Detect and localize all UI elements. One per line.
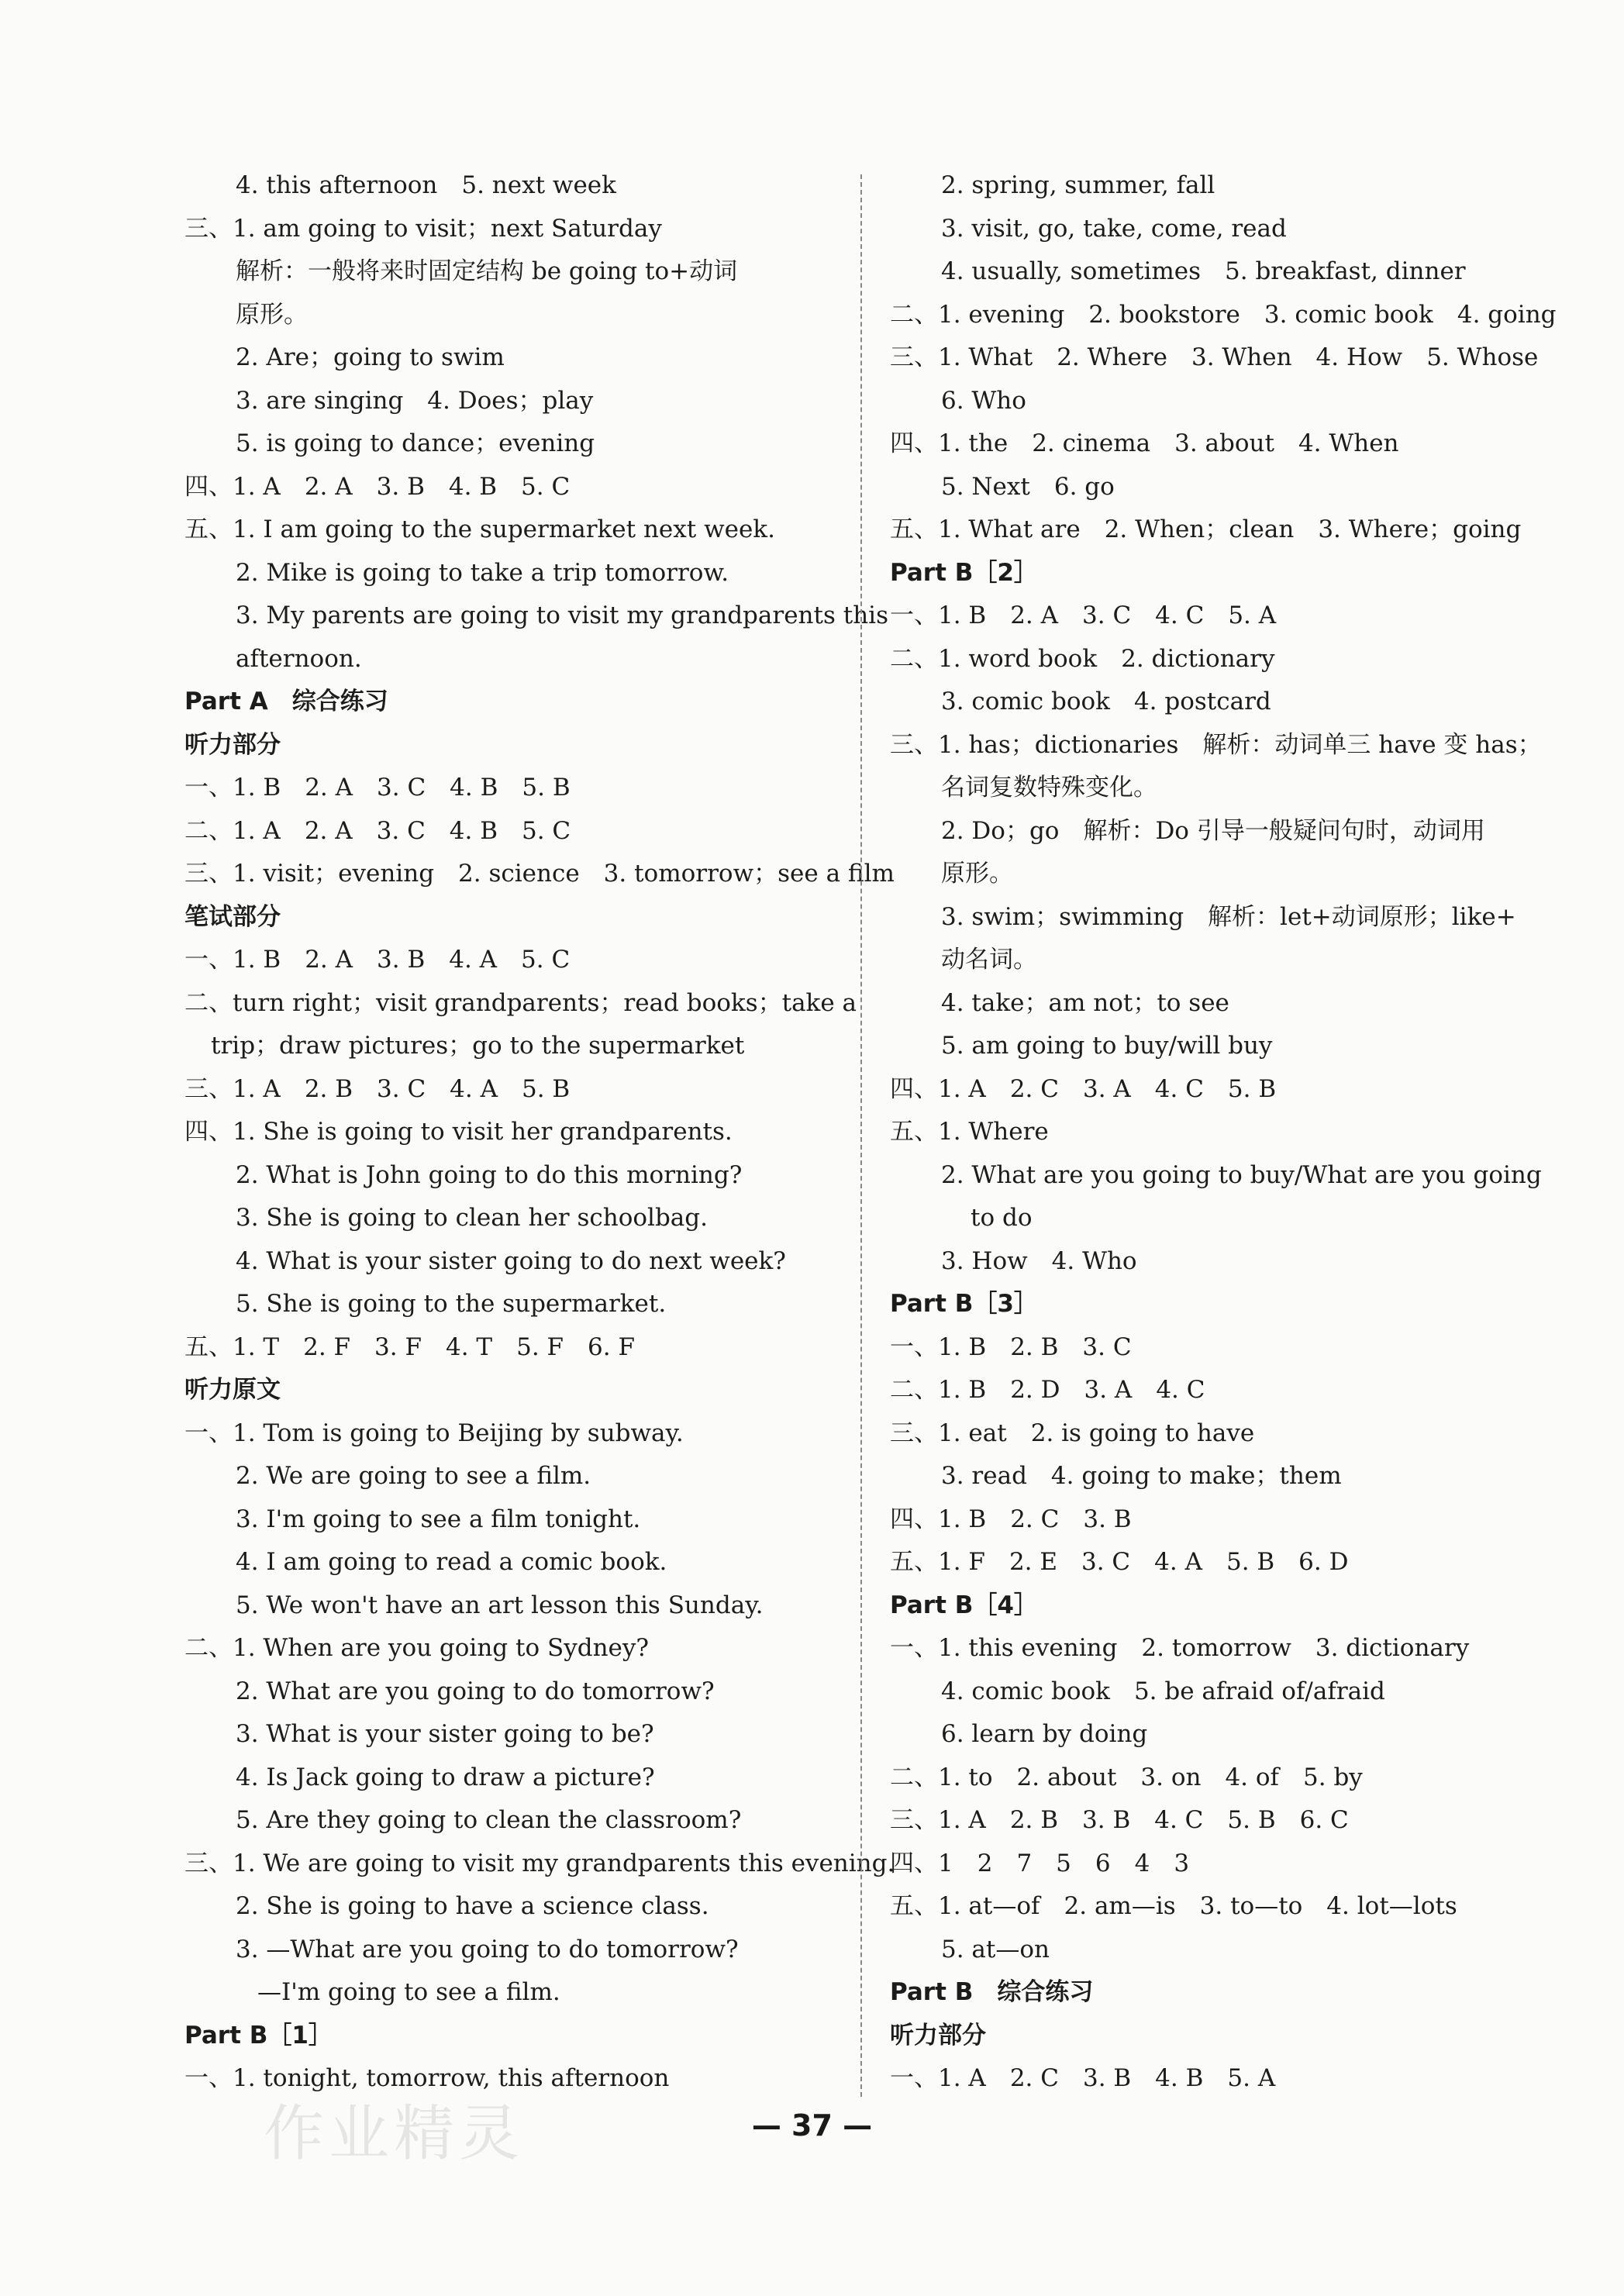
- transcript-line: 2. She is going to have a science class.: [236, 1892, 709, 1920]
- answer-line: 二、1. A 2. A 3. C 4. B 5. C: [184, 816, 571, 845]
- answer-line: 3. My parents are going to visit my grandparents this: [236, 602, 888, 629]
- answer-line: 二、1. to 2. about 3. on 4. of 5. by: [890, 1763, 1363, 1791]
- answer-line: 3. read 4. going to make；them: [941, 1462, 1342, 1490]
- answer-line: 五、1. What are 2. When；clean 3. Where；going: [890, 515, 1522, 543]
- answer-line: 5. She is going to the supermarket.: [236, 1290, 667, 1318]
- answer-line: 3. comic book 4. postcard: [941, 688, 1271, 715]
- answer-line: 一、1. B 2. A 3. B 4. A 5. C: [184, 946, 571, 974]
- subsection-heading: 听力部分: [184, 730, 281, 759]
- subsection-heading: 笔试部分: [184, 902, 281, 931]
- answer-line: 三、1. What 2. Where 3. When 4. How 5. Whose: [890, 343, 1539, 371]
- answer-line: 四、1. the 2. cinema 3. about 4. When: [890, 429, 1399, 457]
- answer-line: 3. How 4. Who: [941, 1246, 1137, 1275]
- answer-line: 二、1. B 2. D 3. A 4. C: [890, 1376, 1205, 1404]
- answer-line: trip；draw pictures；go to the supermarket: [211, 1032, 745, 1060]
- answer-line: 5. am going to buy/will buy: [941, 1032, 1273, 1060]
- answer-line: 五、1. Where: [890, 1118, 1049, 1146]
- answer-line: 5. is going to dance；evening: [236, 429, 595, 457]
- section-heading: Part B［2］: [890, 558, 1038, 587]
- answer-line: 2. Are；going to swim: [236, 343, 505, 371]
- answer-line: 二、turn right；visit grandparents；read books；take a: [184, 988, 857, 1017]
- right-column: [890, 164, 1557, 2101]
- answer-line: 6. learn by doing: [941, 1720, 1148, 1748]
- answer-line: 3. She is going to clean her schoolbag.: [236, 1204, 708, 1232]
- transcript-line: 5. We won't have an art lesson this Sunday.: [236, 1591, 764, 1619]
- answer-line: 四、1. B 2. C 3. B: [890, 1505, 1132, 1533]
- answer-line: 四、1 2 7 5 6 4 3: [890, 1849, 1190, 1877]
- transcript-line: 5. Are they going to clean the classroom?: [236, 1806, 742, 1834]
- section-heading: Part B［4］: [890, 1591, 1038, 1619]
- answer-line: 五、1. F 2. E 3. C 4. A 5. B 6. D: [890, 1548, 1349, 1576]
- section-heading: Part A 综合练习: [184, 688, 388, 715]
- transcript-line: 3. I'm going to see a film tonight.: [236, 1505, 641, 1533]
- answer-line: 2. What is John going to do this morning?: [236, 1160, 743, 1189]
- answer-line: 2. spring, summer, fall: [941, 171, 1215, 199]
- answer-line: 4. take；am not；to see: [941, 988, 1229, 1017]
- subsection-heading: 听力部分: [890, 2021, 986, 2050]
- answer-line: 四、1. A 2. A 3. B 4. B 5. C: [184, 472, 571, 501]
- transcript-line: 4. Is Jack going to draw a picture?: [236, 1763, 655, 1791]
- answer-line: 五、1. T 2. F 3. F 4. T 5. F 6. F: [184, 1332, 635, 1361]
- section-heading: Part B 综合练习: [890, 1978, 1094, 2006]
- answer-line: 三、1. has；dictionaries 解析：动词单三 have 变 has；: [890, 730, 1542, 759]
- subsection-heading: 听力原文: [184, 1376, 281, 1404]
- answer-line: 一、1. B 2. A 3. C 4. C 5. A: [890, 602, 1277, 629]
- transcript-line: 2. What are you going to do tomorrow?: [236, 1677, 715, 1705]
- answer-line: 三、1. visit；evening 2. science 3. tomorrow；see a film: [184, 860, 895, 888]
- page-number: — 37 —: [751, 2108, 873, 2143]
- analysis-line: 原形。: [236, 300, 308, 329]
- answer-line: 三、1. eat 2. is going to have: [890, 1419, 1255, 1447]
- section-heading: Part B［3］: [890, 1290, 1038, 1318]
- answer-line: 2. What are you going to buy/What are you going: [941, 1160, 1542, 1189]
- analysis-line: 原形。: [941, 860, 1013, 888]
- answer-line: 2. Do；go 解析：Do 引导一般疑问句时，动词用: [941, 816, 1485, 845]
- answer-line: 一、1. A 2. C 3. B 4. B 5. A: [890, 2064, 1276, 2092]
- transcript-line: —I'm going to see a film.: [257, 1978, 560, 2006]
- transcript-line: 二、1. When are you going to Sydney?: [184, 1634, 650, 1662]
- answer-line: 6. Who: [941, 386, 1026, 415]
- answer-line: 5. Next 6. go: [941, 472, 1115, 501]
- analysis-line: 解析：一般将来时固定结构 be going to+动词: [236, 257, 738, 285]
- answer-line: 一、1. B 2. B 3. C: [890, 1332, 1132, 1361]
- column-divider: [860, 174, 862, 2097]
- answer-line: 三、1. A 2. B 3. C 4. A 5. B: [184, 1074, 571, 1103]
- answer-line: 3. visit, go, take, come, read: [941, 214, 1287, 243]
- answer-line: 5. at—on: [941, 1935, 1050, 1963]
- answer-line: 四、1. A 2. C 3. A 4. C 5. B: [890, 1074, 1277, 1103]
- transcript-line: 3. What is your sister going to be?: [236, 1720, 654, 1748]
- transcript-line: 2. We are going to see a film.: [236, 1462, 591, 1490]
- answer-line: 五、1. at—of 2. am—is 3. to—to 4. lot—lots: [890, 1892, 1457, 1920]
- answer-line: 3. swim；swimming 解析：let+动词原形；like+: [941, 902, 1516, 931]
- answer-line: 4. comic book 5. be afraid of/afraid: [941, 1677, 1385, 1705]
- answer-line: to do: [971, 1204, 1033, 1232]
- answer-line: 4. What is your sister going to do next week?: [236, 1246, 786, 1275]
- answer-line: 二、1. word book 2. dictionary: [890, 644, 1275, 673]
- answer-line: 2. Mike is going to take a trip tomorrow.: [236, 558, 729, 587]
- answer-line: 4. this afternoon 5. next week: [236, 171, 616, 199]
- transcript-line: 三、1. We are going to visit my grandparents this evening.: [184, 1849, 895, 1877]
- answer-line: 4. usually, sometimes 5. breakfast, dinner: [941, 257, 1466, 285]
- watermark: 作业精灵: [264, 2099, 525, 2169]
- answer-line: 五、1. I am going to the supermarket next week.: [184, 515, 775, 543]
- transcript-line: 4. I am going to read a comic book.: [236, 1548, 667, 1576]
- answer-line: 三、1. A 2. B 3. B 4. C 5. B 6. C: [890, 1806, 1349, 1834]
- analysis-line: 名词复数特殊变化。: [941, 774, 1157, 802]
- answer-line: 一、1. B 2. A 3. C 4. B 5. B: [184, 774, 571, 802]
- answer-line: 一、1. tonight, tomorrow, this afternoon: [184, 2064, 670, 2092]
- answer-line: 四、1. She is going to visit her grandparents.: [184, 1118, 733, 1146]
- left-column: [184, 164, 895, 2101]
- answer-line: 二、1. evening 2. bookstore 3. comic book 4. going: [890, 300, 1557, 329]
- analysis-line: 动名词。: [941, 946, 1037, 974]
- answer-line: 3. are singing 4. Does；play: [236, 386, 594, 415]
- transcript-line: 一、1. Tom is going to Beijing by subway.: [184, 1419, 684, 1447]
- answer-line: 三、1. am going to visit；next Saturday: [184, 214, 662, 243]
- transcript-line: 3. —What are you going to do tomorrow?: [236, 1935, 739, 1963]
- answer-line: afternoon.: [236, 644, 362, 673]
- section-heading: Part B［1］: [184, 2021, 333, 2050]
- answer-line: 一、1. this evening 2. tomorrow 3. dictionary: [890, 1634, 1470, 1662]
